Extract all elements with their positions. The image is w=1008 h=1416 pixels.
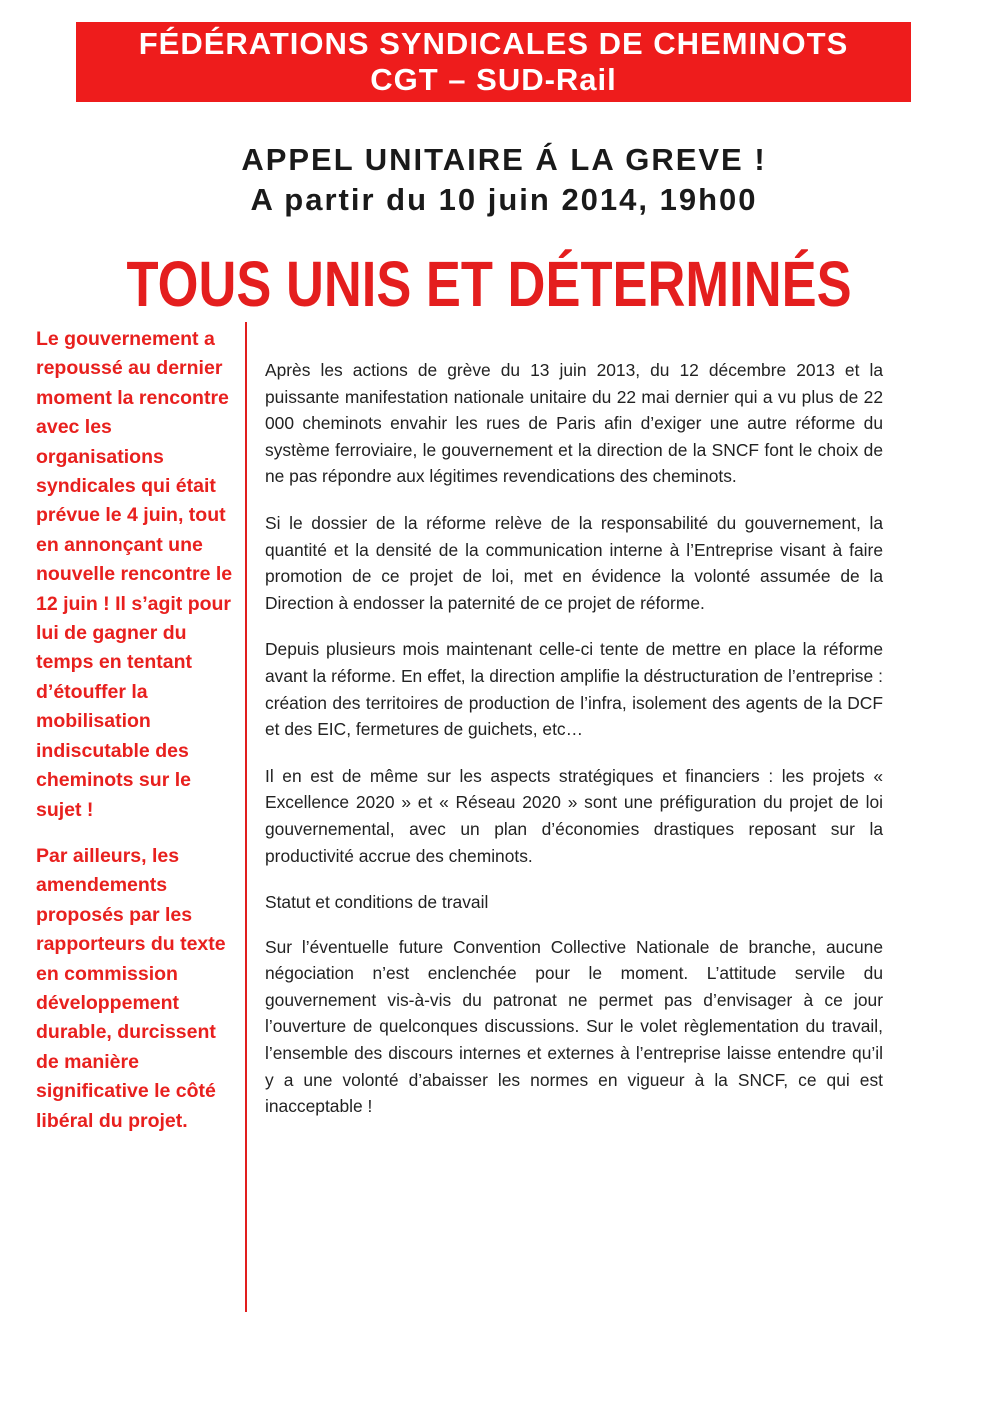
header-banner bbox=[76, 22, 911, 102]
body-paragraph: Il en est de même sur les aspects stratégiques et financiers : les projets « Excellence 2020 » et « Réseau 2020 » sont une préfiguration du projet de loi gouvernemental, avec un plan d’économies drastiques reposant sur la productivité accrue des cheminots. bbox=[265, 765, 883, 866]
body-paragraph: Après les actions de grève du 13 juin 2013, du 12 décembre 2013 et la puissante manifestation nationale unitaire du 22 mai dernier qui a vu plus de 22 000 cheminots envahir les rues de Paris afin d’exiger une autre réforme du système ferroviaire, le gouvernement et la direction de la SNCF font le choix de ne pas répondre aux légitimes revendications des cheminots. bbox=[265, 360, 883, 487]
sidebar-paragraph: Le gouvernement a repoussé au dernier moment la rencontre avec les organisations syndicales qui était prévue le 4 juin, tout en annonçant une nouvelle rencontre le 12 juin ! Il s’agit pour lui de gagner du temps en tentant d’étouffer la mobilisation indiscutable des cheminots sur le sujet ! bbox=[36, 328, 233, 821]
body-paragraph: Sur l’éventuelle future Convention Collective Nationale de branche, aucune négociation n’est enclenchée pour le moment. L’attitude servile du gouvernement vis-à-vis du patronat ne permet pas d’envisager à ce jour l’ouverture de quelconques discussions. Sur le volet règlementation du travail, l’ensemble des discours internes et externes à l’entreprise laisse entendre qu’il y a une volonté d’abaisser les normes en vigueur à la SNCF, ce qui est inacceptable ! bbox=[265, 936, 883, 1117]
main-headline: TOUS UNIS ET DÉTERMINÉS bbox=[126, 248, 852, 320]
section-heading: Statut et conditions de travail bbox=[265, 892, 489, 913]
sidebar-paragraph: Par ailleurs, les amendements proposés par les rapporteurs du texte en commission développement durable, durcissent de manière significative le côté libéral du projet. bbox=[36, 844, 226, 1132]
body-paragraph: Depuis plusieurs mois maintenant celle-ci tente de mettre en place la réforme avant la réforme. En effet, la direction amplifie la déstructuration de l’entreprise : création des territoires de production de l’infra, isolement des agents de la DCF et des EIC, fermetures de guichets, etc… bbox=[265, 639, 883, 740]
strike-call-subtitle bbox=[0, 140, 1008, 220]
subtitle-line-date: A partir du 10 juin 2014, 19h00 bbox=[250, 182, 758, 217]
header-line-unions: CGT – SUD-Rail bbox=[370, 62, 617, 97]
subtitle-line-call: APPEL UNITAIRE Á LA GREVE ! bbox=[241, 142, 767, 177]
column-divider bbox=[245, 322, 247, 1312]
body-paragraph: Si le dossier de la réforme relève de la responsabilité du gouvernement, la quantité et la densité de la communication interne à l’Entreprise visant à faire promotion de ce projet de loi, met en évidence la volonté assumée de la Direction à endosser la paternité de ce projet de réforme. bbox=[265, 512, 883, 613]
main-body bbox=[265, 357, 883, 1140]
header-line-federations: FÉDÉRATIONS SYNDICALES DE CHEMINOTS bbox=[138, 26, 849, 61]
sidebar-callout bbox=[36, 325, 241, 1153]
